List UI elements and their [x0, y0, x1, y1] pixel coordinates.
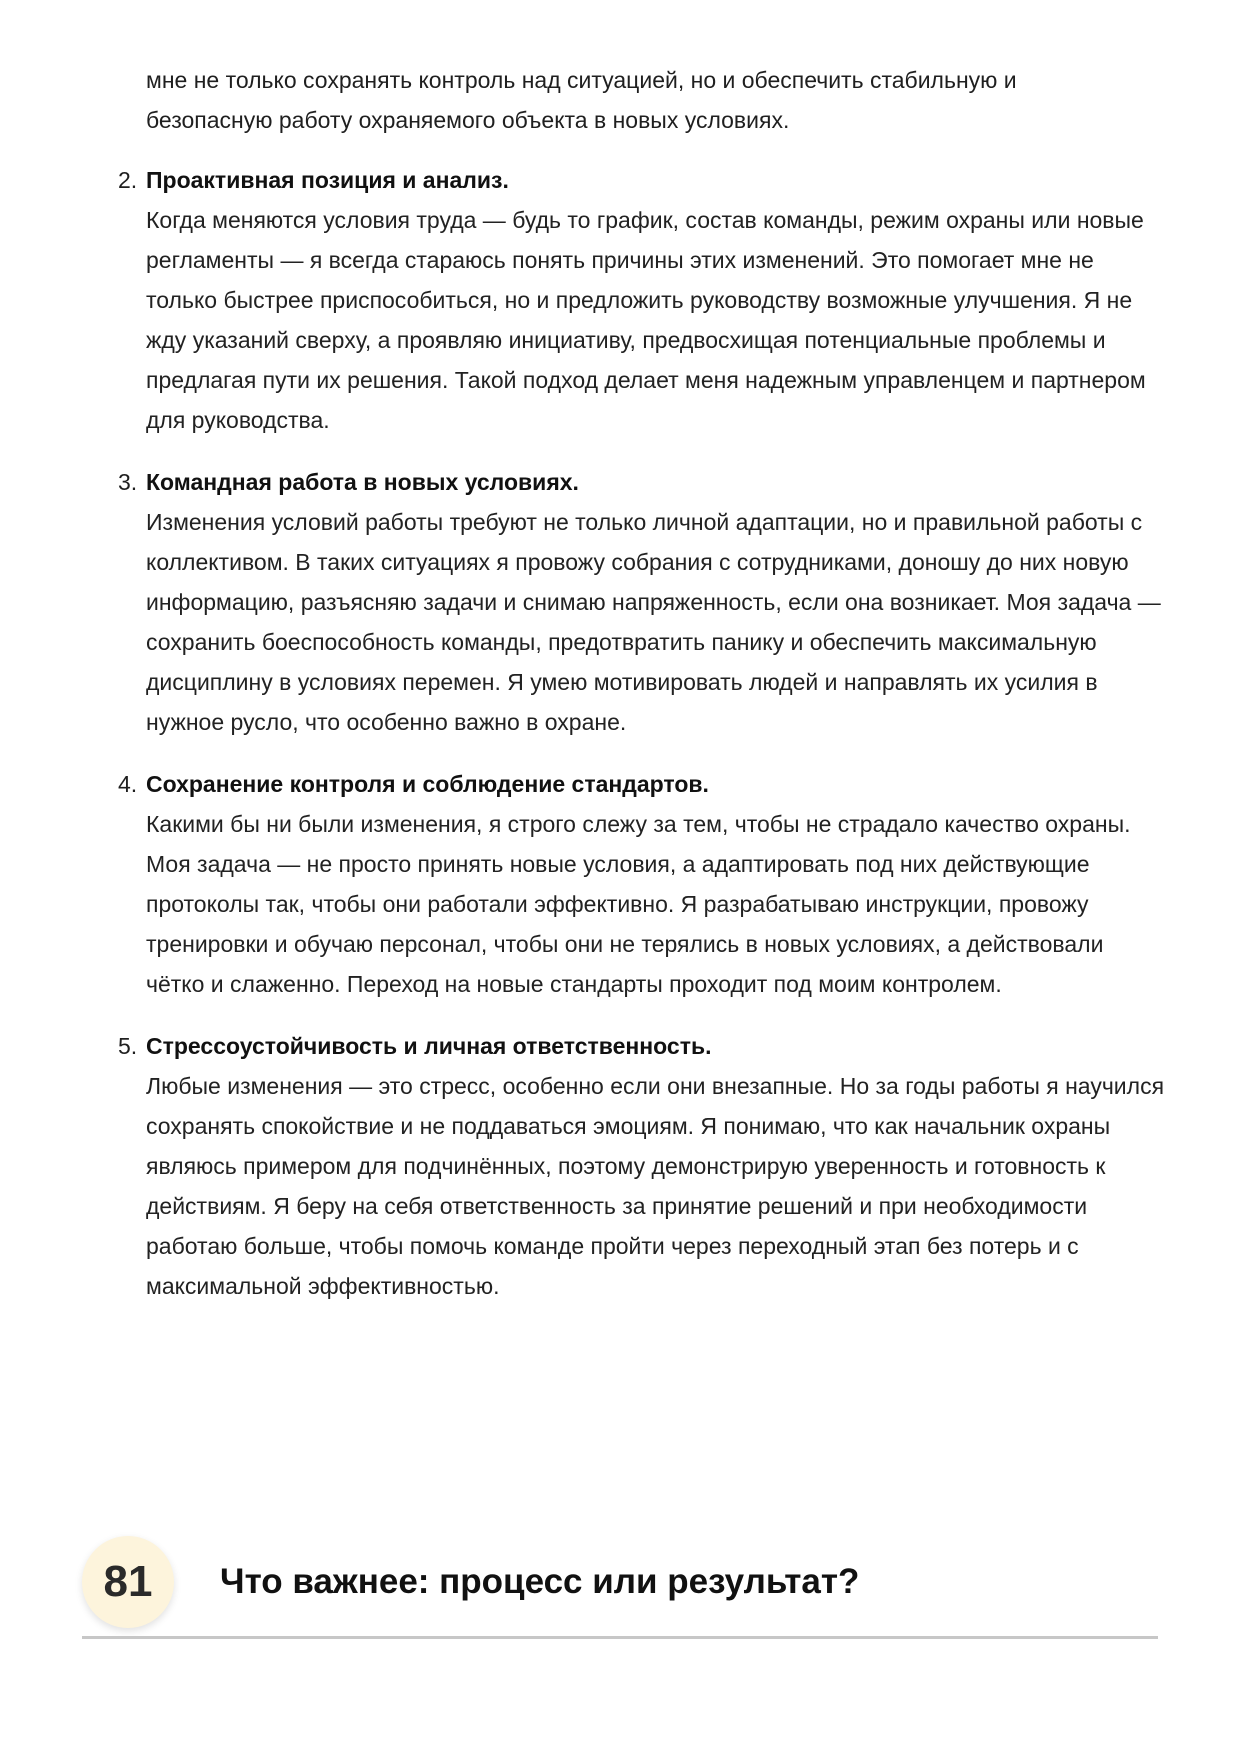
list-item-number: 3. — [118, 469, 138, 495]
list-item-title: Проактивная позиция и анализ. — [146, 167, 509, 193]
list-item-body: Когда меняются условия труда — будь то график, состав команды, режим охраны или новые регламенты — я всегда стараюсь понять причины этих изменений. Это помогает мне не только быстрее приспособиться, но и предложить руководству возможные улучшения. Я не жду указаний сверху, а проявляю инициативу, предвосхищая потенциальные проблемы и предлагая пути их решения. Такой подход делает меня надежным управленцем и партнером для руководства. — [146, 207, 1146, 433]
list-item-number: 5. — [118, 1033, 138, 1059]
list-item-title: Командная работа в новых условиях. — [146, 469, 579, 495]
list-item-body: Изменения условий работы требуют не только личной адаптации, но и правильной работы с коллективом. В таких ситуациях я провожу собрания с сотрудниками, доношу до них новую информацию, разъясняю задачи и снимаю напряженность, если она возникает. Моя задача — сохранить боеспособность команды, предотвратить панику и обеспечить максимальную дисциплину в условиях перемен. Я умею мотивировать людей и направлять их усилия в нужное русло, что особенно важно в охране. — [146, 509, 1161, 735]
section-divider — [82, 1636, 1158, 1639]
numbered-list — [0, 160, 1239, 1328]
section-title: Что важнее: процесс или результат? — [220, 1562, 860, 1601]
list-item-title: Сохранение контроля и соблюдение стандартов. — [146, 771, 709, 797]
section-header — [82, 1536, 1162, 1646]
list-item — [0, 1026, 1239, 1306]
list-item-body: Любые изменения — это стресс, особенно если они внезапные. Но за годы работы я научился сохранять спокойствие и не поддаваться эмоциям. Я понимаю, что как начальник охраны являюсь примером для подчинённых, поэтому демонстрирую уверенность и готовность к действиям. Я беру на себя ответственность за принятие решений и при необходимости работаю больше, чтобы помочь команде пройти через переходный этап без потерь и с максимальной эффективностью. — [146, 1073, 1165, 1299]
list-item-number: 4. — [118, 771, 138, 797]
list-item-body: Какими бы ни были изменения, я строго слежу за тем, чтобы не страдало качество охраны. Моя задача — не просто принять новые условия, а адаптировать под них действующие протоколы так, чтобы они работали эффективно. Я разрабатываю инструкции, провожу тренировки и обучаю персонал, чтобы они не терялись в новых условиях, а действовали чётко и слаженно. Переход на новые стандарты проходит под моим контролем. — [146, 811, 1131, 997]
list-item — [0, 462, 1239, 742]
list-item — [0, 764, 1239, 1004]
list-item-title: Стрессоустойчивость и личная ответственность. — [146, 1033, 712, 1059]
list-item-number: 2. — [118, 167, 138, 193]
list-item — [0, 160, 1239, 440]
section-number-badge: 81 — [82, 1536, 174, 1628]
continuation-paragraph: мне не только сохранять контроль над ситуацией, но и обеспечить стабильную и безопасную работу охраняемого объекта в новых условиях. — [146, 67, 1017, 133]
